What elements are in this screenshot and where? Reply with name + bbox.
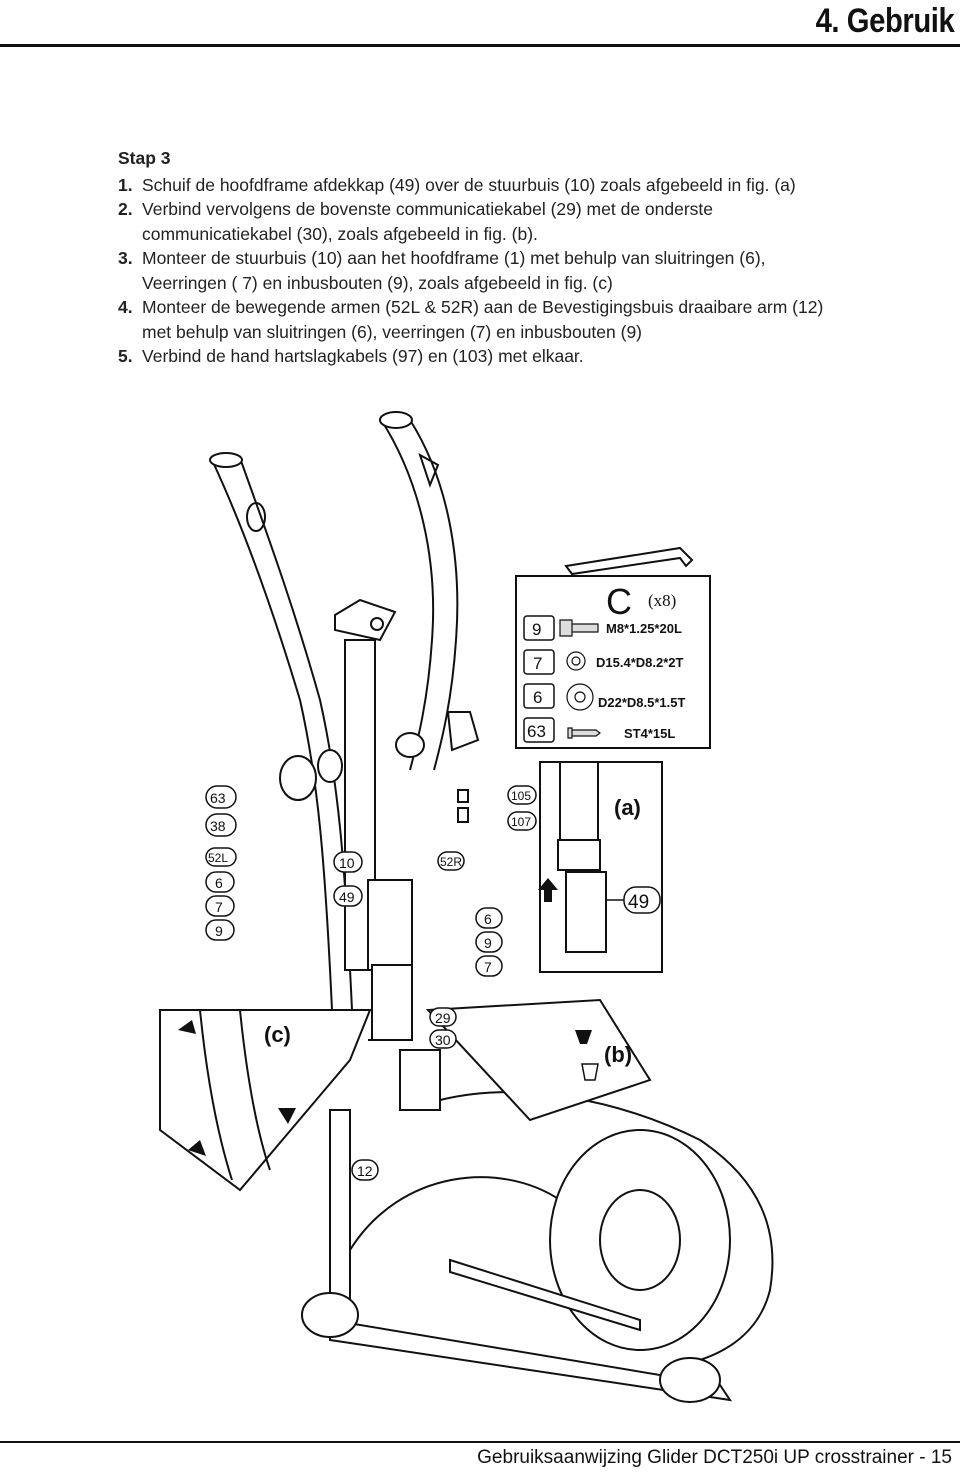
footer-text: Gebruiksaanwijzing Glider DCT250i UP crosstrainer - 15: [477, 1447, 952, 1468]
callout-6: 6: [484, 911, 492, 927]
detail-a-label: (a): [614, 795, 641, 820]
legend-spec-6: D22*D8.5*1.5T: [598, 695, 686, 710]
callout-49: 49: [628, 892, 650, 913]
legend-spec-63: ST4*15L: [624, 726, 676, 741]
callout-30: 30: [435, 1032, 451, 1048]
instruction-step: [118, 344, 838, 369]
assembly-diagram: [120, 408, 840, 1418]
step-text: Verbind de hand hartslagkabels (97) en (103) met elkaar.: [142, 346, 584, 366]
detail-a: [538, 762, 662, 972]
legend-spec-7: D15.4*D8.2*2T: [596, 655, 684, 670]
callout-29: 29: [435, 1010, 451, 1026]
instruction-step: [118, 173, 838, 198]
callout-107: 107: [511, 815, 532, 829]
header-rule: [0, 44, 960, 47]
legend-part-63: 63: [527, 722, 546, 741]
callout-10: 10: [339, 855, 355, 871]
callout-49: 49: [339, 889, 355, 905]
legend-qty: (x8): [648, 591, 677, 610]
detail-c: [160, 1010, 370, 1190]
detail-b-label: (b): [604, 1042, 633, 1067]
step-number: 1.: [118, 174, 133, 195]
step-text: Schuif de hoofdframe afdekkap (49) over de stuurbuis (10) zoals afgebeeld in fig. (a): [142, 174, 796, 195]
instruction-step: [118, 197, 838, 246]
callout-105: 105: [511, 789, 532, 803]
legend-part-9: 9: [532, 620, 542, 639]
instruction-step: [118, 295, 838, 344]
legend-spec-9: M8*1.25*20L: [606, 621, 682, 636]
legend-title: C: [606, 581, 632, 622]
step-number: 2.: [118, 199, 133, 219]
callout-52L: 52L: [208, 851, 229, 865]
footer-rule: [0, 1441, 960, 1443]
callout-6: 6: [215, 875, 223, 891]
detail-b: [428, 1000, 650, 1120]
callout-7: 7: [484, 959, 492, 975]
instructions: [118, 146, 838, 369]
page-section-title: 4. Gebruik: [815, 2, 954, 40]
step-text: Monteer de stuurbuis (10) aan het hoofdframe (1) met behulp van sluitringen (6), Veerringen ( 7) en inbusbouten (9), zoals afgebeeld in fig. (c): [142, 248, 766, 293]
callout-63: 63: [210, 790, 226, 806]
step-number: 3.: [118, 248, 133, 268]
instruction-step: [118, 246, 838, 295]
hardware-legend: [516, 576, 710, 748]
step-number: 4.: [118, 297, 133, 317]
legend-part-6: 6: [533, 688, 543, 707]
step-text: Monteer de bewegende armen (52L & 52R) aan de Bevestigingsbuis draaibare arm (12) met behulp van sluitringen (6), veerringen (7) en inbusbouten (9): [142, 297, 824, 342]
cable-connector: [458, 790, 468, 822]
handlebar-post: [335, 600, 412, 1040]
callout-38: 38: [210, 818, 226, 834]
legend-part-7: 7: [533, 654, 543, 673]
allen-key-tool: [566, 548, 692, 574]
pivot-knobs: [280, 712, 478, 800]
step-heading: Stap 3: [118, 148, 171, 168]
right-moving-arm: [380, 412, 457, 770]
callout-9: 9: [484, 935, 492, 951]
step-text: Verbind vervolgens de bovenste communicatiekabel (29) met de onderste communicatiekabel (30), zoals afgebeeld in fig. (b).: [142, 199, 714, 244]
step-number: 5.: [118, 346, 133, 366]
callout-12: 12: [357, 1163, 373, 1179]
callout-7: 7: [215, 899, 223, 915]
callout-52R: 52R: [440, 855, 463, 869]
detail-c-label: (c): [264, 1022, 291, 1047]
callout-9: 9: [215, 923, 223, 939]
